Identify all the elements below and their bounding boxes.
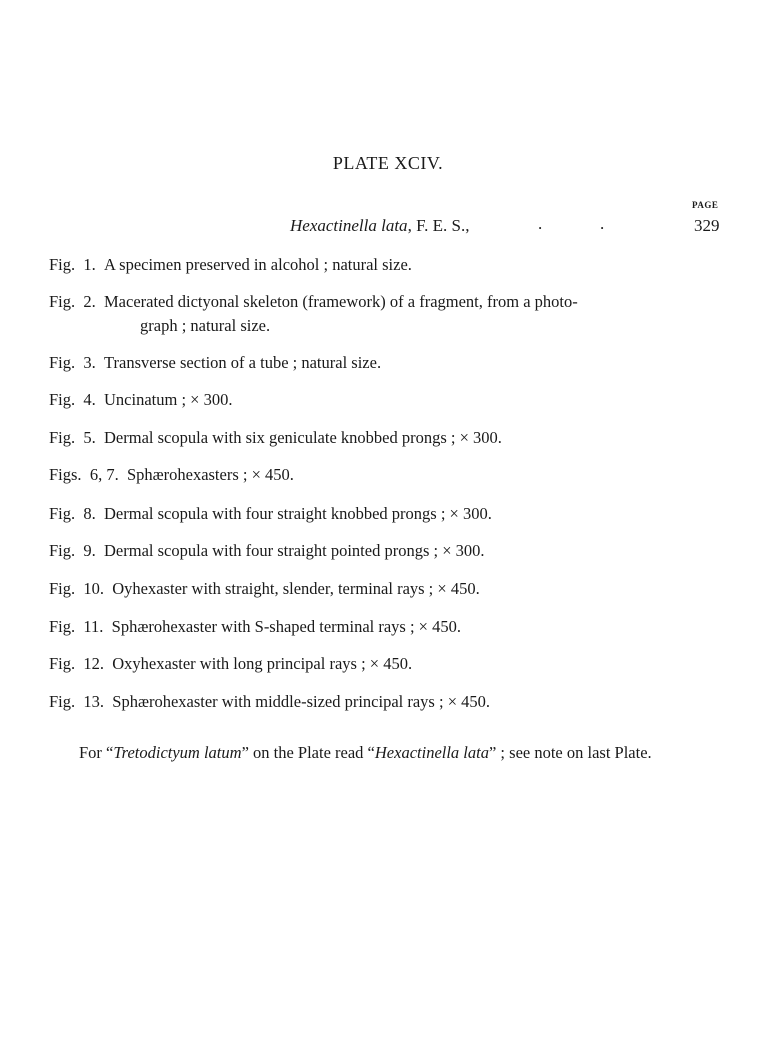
- figure-number: 8.: [83, 504, 96, 523]
- figure-number: 13.: [83, 692, 105, 711]
- figure-label: Fig.: [49, 617, 76, 636]
- figure-number: 11.: [83, 617, 104, 636]
- figure-caption: A specimen preserved in alcohol ; natural size.: [104, 255, 412, 274]
- figure-label: Fig.: [49, 390, 76, 409]
- figure-number: 10.: [83, 579, 105, 598]
- figure-label: Fig.: [49, 579, 76, 598]
- note-text: For “: [79, 743, 114, 762]
- figure-caption: Uncinatum ; × 300.: [104, 390, 233, 409]
- note-italic-name: Tretodictyum latum: [113, 743, 242, 762]
- plate-note: [49, 740, 735, 765]
- figure-entry: [49, 292, 578, 312]
- figure-caption: Dermal scopula with six geniculate knobbed prongs ; × 300.: [104, 428, 502, 447]
- figure-label: Fig.: [49, 428, 76, 447]
- figure-caption: Oyhexaster with straight, slender, terminal rays ; × 450.: [112, 579, 480, 598]
- figure-entry: [49, 390, 232, 410]
- figure-label: Fig.: [49, 292, 76, 311]
- note-text: ” ; see note on last Plate.: [488, 743, 652, 762]
- figure-caption: Dermal scopula with four straight pointed prongs ; × 300.: [104, 541, 485, 560]
- plate-title: PLATE XCIV.: [332, 153, 444, 173]
- figure-entry: [49, 692, 490, 712]
- figure-entry: [49, 504, 492, 524]
- figure-caption: Sphærohexaster with S-shaped terminal rays ; × 450.: [111, 617, 461, 636]
- figure-number: 2.: [83, 292, 96, 311]
- figure-label: Fig.: [49, 353, 76, 372]
- figure-caption: Sphærohexaster with middle-sized principal rays ; × 450.: [112, 692, 490, 711]
- figure-number: 6, 7.: [89, 465, 119, 484]
- figure-entry: [49, 428, 502, 448]
- figure-label: Fig.: [49, 504, 76, 523]
- figure-entry: [49, 541, 485, 561]
- leader-dot: .: [538, 214, 543, 233]
- figure-caption: Sphærohexasters ; × 450.: [126, 465, 294, 484]
- leader-dots: [538, 214, 662, 234]
- figure-caption: Transverse section of a tube ; natural size.: [104, 353, 382, 372]
- figure-number: 9.: [83, 541, 96, 560]
- figure-label: Fig.: [49, 654, 76, 673]
- figure-entry: [49, 654, 412, 674]
- figure-caption: Oxyhexaster with long principal rays ; × 450.: [112, 654, 413, 673]
- figure-entry: [49, 353, 381, 373]
- figure-number: 1.: [83, 255, 96, 274]
- species-page-number: 329: [694, 216, 720, 235]
- figure-label: Fig.: [49, 255, 76, 274]
- figure-number: 5.: [83, 428, 96, 447]
- figure-caption: Dermal scopula with four straight knobbed prongs ; × 300.: [104, 504, 492, 523]
- figure-caption-continuation: graph ; natural size.: [140, 316, 271, 335]
- figure-entry: [49, 465, 294, 485]
- leader-dot: .: [600, 214, 605, 233]
- species-heading: [290, 216, 470, 236]
- figure-entry: [49, 579, 480, 599]
- species-author: , F. E. S.,: [407, 216, 470, 235]
- figure-entry: [49, 617, 461, 637]
- figure-caption: Macerated dictyonal skeleton (framework) of a fragment, from a photo-: [104, 292, 578, 311]
- note-italic-name: Hexactinella lata: [374, 743, 489, 762]
- figure-label: Fig.: [49, 541, 76, 560]
- figure-number: 4.: [83, 390, 96, 409]
- note-text: ” on the Plate read “: [241, 743, 375, 762]
- figure-number: 3.: [83, 353, 96, 372]
- figure-entry: [49, 255, 412, 275]
- figure-label: Fig.: [49, 692, 76, 711]
- page-column-label: PAGE: [692, 200, 719, 210]
- species-name: Hexactinella lata: [290, 216, 408, 235]
- figure-label: Figs.: [49, 465, 82, 484]
- figure-number: 12.: [83, 654, 105, 673]
